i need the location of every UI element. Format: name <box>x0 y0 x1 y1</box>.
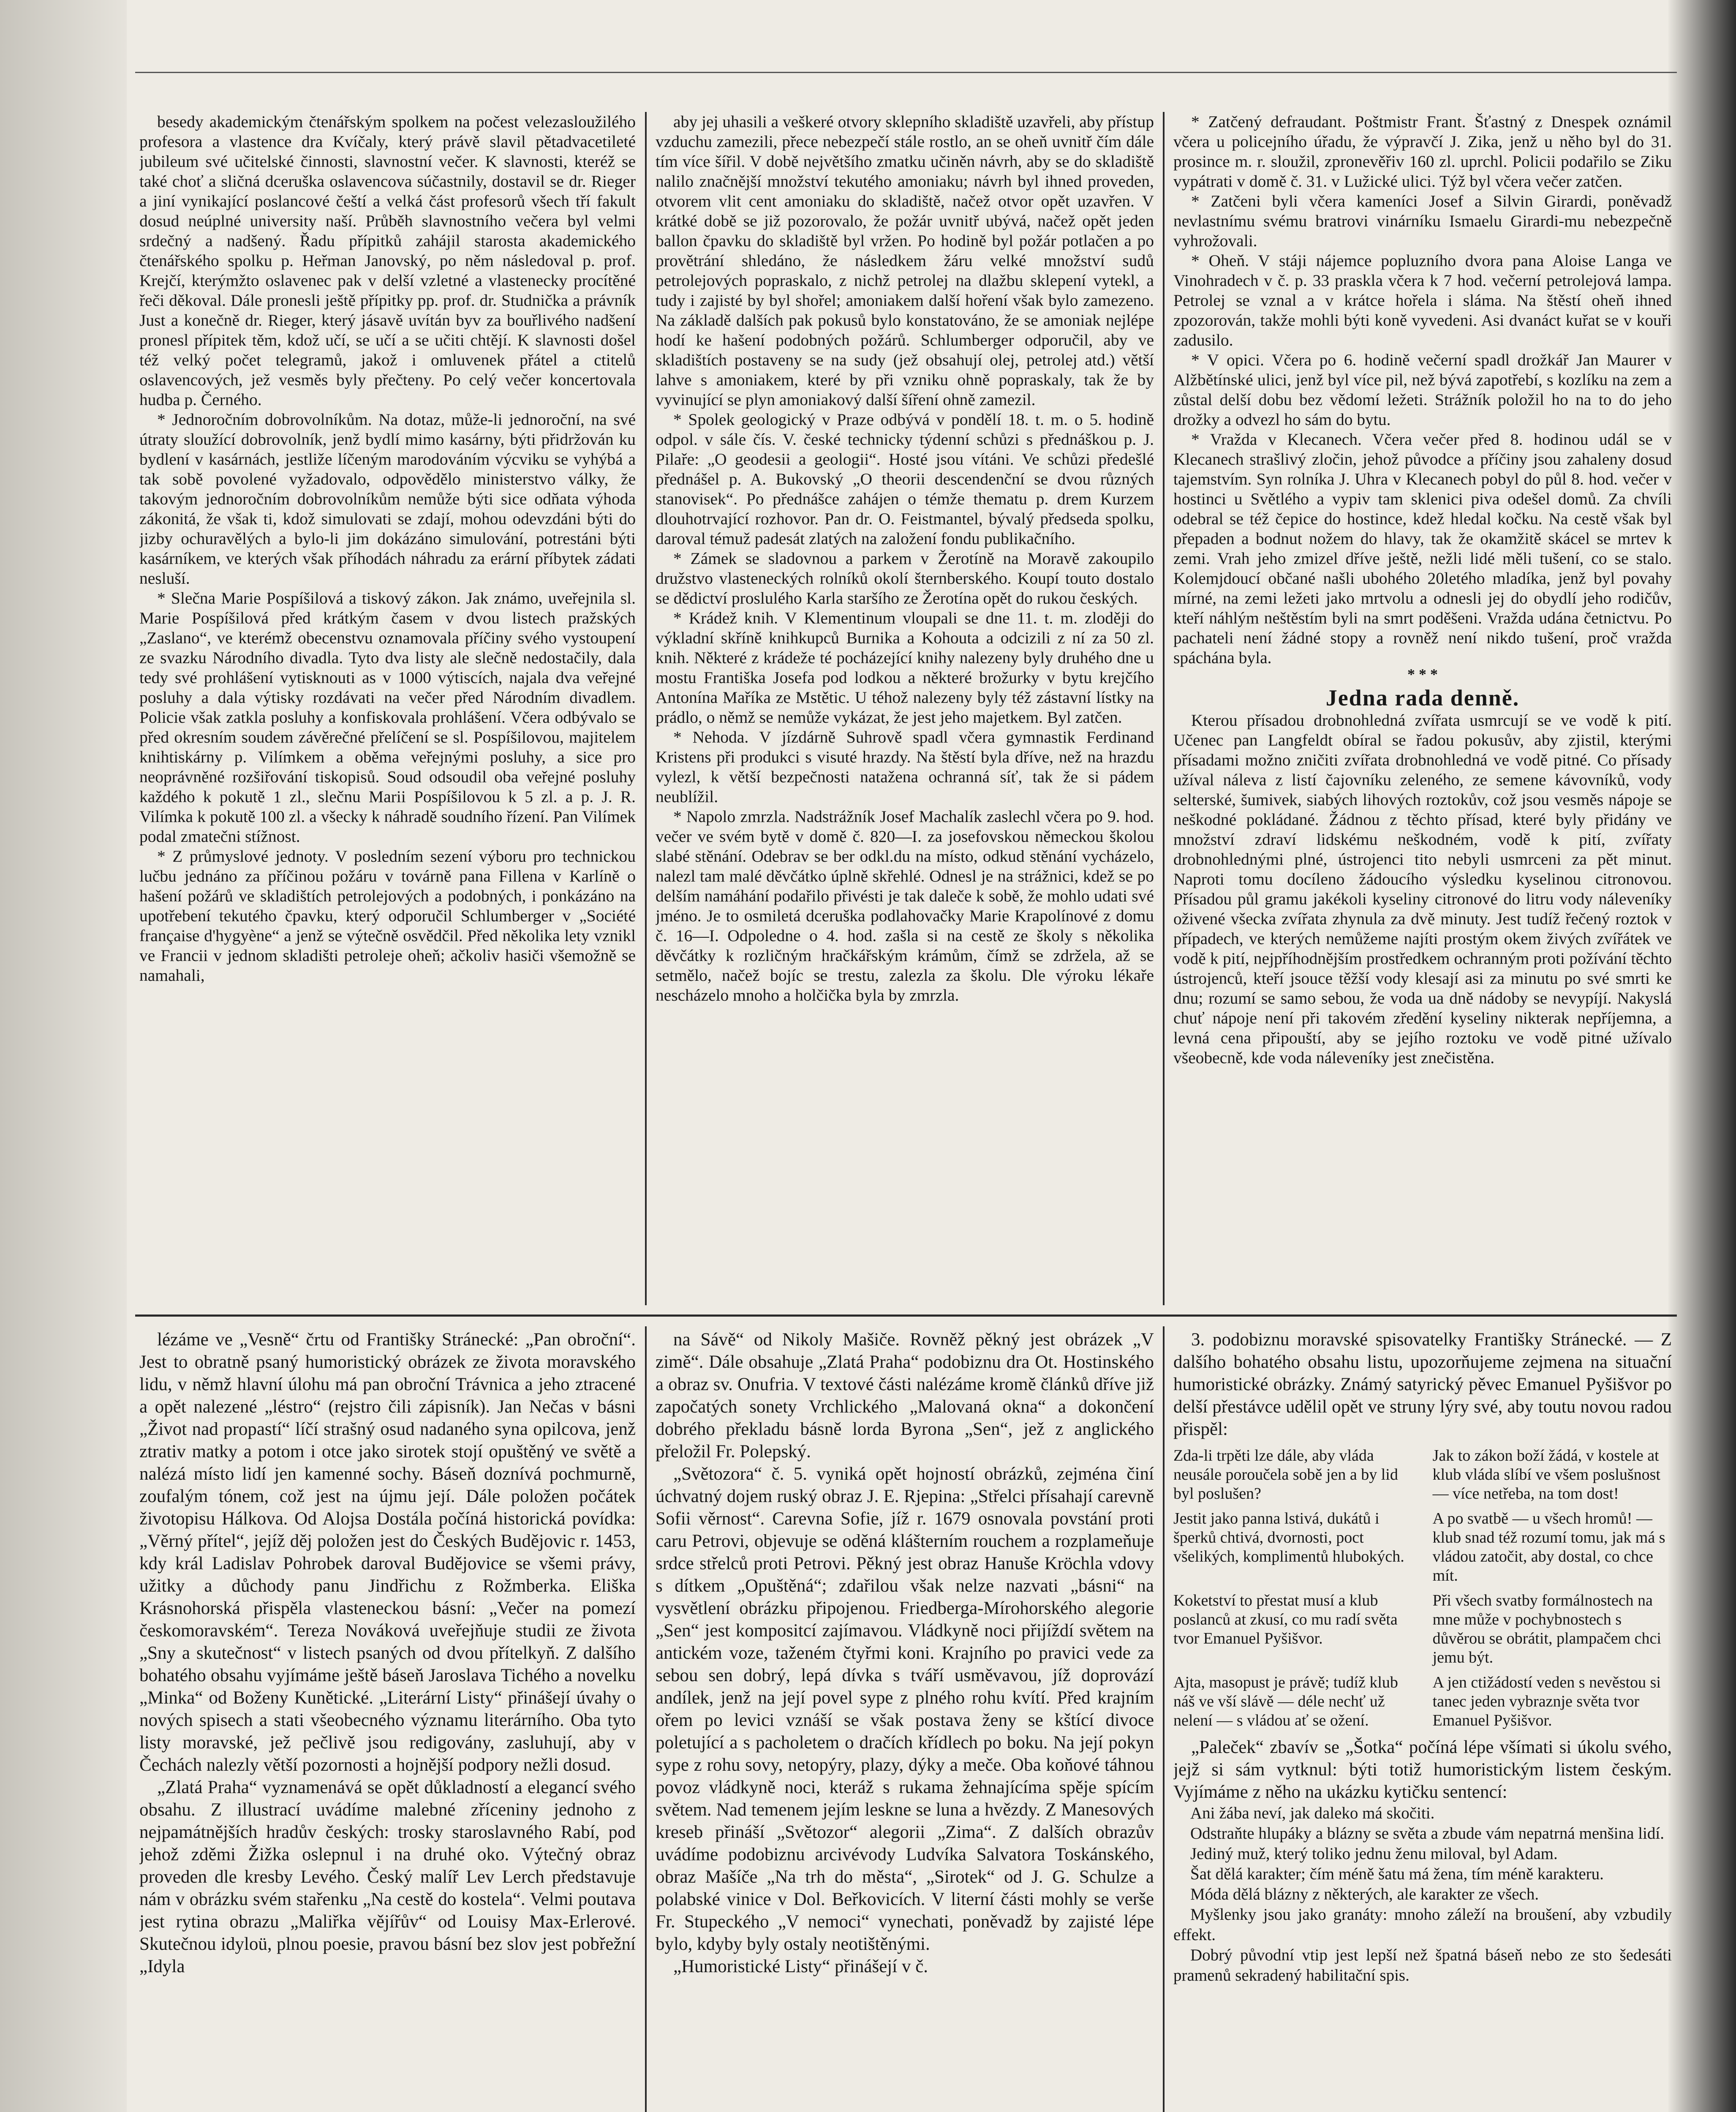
news-paragraph: * Zatčeni byli včera kameníci Josef a Silvin Girardi, poněvadž nevlastnímu svému bratrovi vinárníku Ismaelu Girardi-mu nebezpečně vyhrožovali. <box>1173 192 1672 250</box>
news-paragraph: * Napolo zmrzla. Nadstrážník Josef Machalík zaslechl včera po 9. hod. večer ve svém bytě v domě č. 820—I. za josefovskou německou školou slabé stěnání. Odebrav se ber odkl.du na místo, odkud stěnání vycházelo, nalezl tam malé děvčátko úplně skřehlé. Odnesl je na strážnici, kdež se po delším namáhání podařilo přivésti je tak daleče k sobě, že mohlo udati své jméno. Je to osmiletá dceruška podlahovačky Marie Krapolínové z domu č. 16—I. Odpoledne o 4. hod. zašla si na cestě ze školy s několika děvčátky k rozličným hračkářským krámům, čímž se zdržela, až se setmělo, načež bojíc se trestu, zalezla za školu. Dle výroku lékaře nescházelo mnoho a holčička byla by zmrzla. <box>656 807 1154 1004</box>
poem-stanza: Jak to zákon boží žádá, v kostele at klub vláda slíbí ve všem poslušnost — více netřeba, na tom dost! <box>1432 1447 1660 1502</box>
poem-stanza: Jestit jako panna lstivá, dukátů i šperků chtivá, dvornosti, poct všelikých, komplimentů hlubokých. <box>1173 1510 1404 1565</box>
poem-stanza-row <box>1173 1446 1672 1503</box>
news-paragraph: * Krádež knih. V Klementinum vloupali se dne 11. t. m. zloději do výkladní skříně knihkupců Burnika a Kohouta a odcizili z ní za 50 zl. knih. Některé z krádeže té pocházející knihy nalezeny byly druhého dne u mostu Františka Josefa pod lodkou a některé brožurky v bytu krejčího Antonína Maříka ze Mstětic. U téhož nalezeny byly též zástavní lístky na prádlo, o němž se nemůže vykázat, že jest jeho majetkem. Byl zatčen. <box>656 609 1154 727</box>
column-upper-2 <box>656 112 1154 1305</box>
column-lower-1 <box>139 1328 636 2112</box>
poem-stanza: Ajta, masopust je právě; tudíž klub náš ve vší slávě — déle nechť už nelení — s vládou ať se ožení. <box>1173 1674 1398 1729</box>
top-rule <box>135 72 1677 73</box>
column-upper-1 <box>139 112 636 1305</box>
review-paragraph: lézáme ve „Vesně“ črtu od Františky Stránecké: „Pan obroční“. Jest to obratně psaný humoristický obrázek ze života moravského lidu, v němž hlavní úlohu má pan obroční Trávnica a jeho ztracené a opět nalezené „léstro“ (rejstro čili zápisník). Jan Nečas v básni „Život nad propastí“ líčí strašný osud nadaného syna opilcova, jenž ztrativ matky a potom i otce jako sirotek stojí opuštěný ve světě a nalézá místo lidí jen kamenné sochy. Báseň doznívá pochmurně, zoufalým tónem, což jest na újmu její. Dále položen počátek životopisu Hálkova. Od Alojsa Dostála počíná historická povídka: „Věrný přítel“, jejíž děj položen jest do Českých Budějovic r. 1453, kdy král Ladislav Pohrobek daroval Budějovice se všemi právy, užitky a důchody panu Jindřichu z Rožmberka. Eliška Krásnohorská přispěla vlasteneckou básní: „Večer na pomezí českomoravském“. Tereza Nováková uveřejňuje studii ze života „Sny a skutečnost“ v listech psaných od dvou přítelkyň. Z dalšího bohatého obsahu vyjímáme ještě báseň Jaroslava Tichého a novelku „Minka“ od Boženy Kunětické. „Literární Listy“ přinášejí úvahy o nových spisech a stati všeobecného významu literárního. Oba tyto listy moravské, jež pečlivě jsou redigovány, zasluhují, aby v Čechách nalezly větší pozornosti a hojnější podpory nežli dosud. <box>139 1330 636 1775</box>
review-paragraph: „Světozora“ č. 5. vyniká opět hojností obrázků, zejména činí úchvatný dojem ruský obraz J. E. Rjepina: „Střelci přísahají carevně Sofii věrnost“. Carevna Sofie, jíž r. 1679 osnovala povstání proti caru Petrovi, objevuje se oděná klášterním rouchem a rozplameňuje srdce střelců proti Petrovi. Pěkný jest obraz Hanuše Kröchla vdovy s dítkem „Opuštěná“; zdařilou však nelze nazvati „básni“ na vysvětlení obrázku připojenou. Friedberga-Mírohorského alegorie „Sen“ jest kompositcí zajímavou. Vládkyně noci přijíždí světem na antickém voze, taženém čtyřmi koni. Krajního po pravici vede za sebou sen dobrý, lepá dívka s tváří usměvavou, jíž doprovází andílek, jenž na její povel sype z plného rohu kvítí. Před krajním ořem po levici vznáší se však postava ženy se kštící divoce poletující a s pacholetem o dračích křídlech po boku. Na její pokyn sype z rohu sovy, netopýry, plazy, dýky a meče. Oba koňové táhnou povoz vládkyně noci, kteráž s rukama žehnajícíma spěje spícím světem. Nad temenem jejím leskne se luna a hvězdy. Z Manesových kreseb přináší „Světozor“ alegorii „Zima“. Z dalších obrazův uvádíme podobiznu arcivévody Ludvíka Salvatora Toskánského, obraz Mašíče „Na trh do města“, „Sirotek“ od J. G. Schulze a polabské vinice v Dol. Beřkovicích. V literní části mohly se verše Fr. Stupeckého „V nemoci“ vynechati, poněvadž by zajisté lépe bylo, kdyby byly ostaly neotištěnými. <box>656 1464 1154 1954</box>
sentence-item: Myšlenky jsou jako granáty: mnoho záleží na broušení, aby vzbudily effekt. <box>1173 1905 1672 1944</box>
news-paragraph: aby jej uhasili a veškeré otvory sklepního skladiště uzavřeli, aby přístup vzduchu zamezili, přece nebezpečí stále rostlo, an se oheň uvnitř čím dále tím více šířil. V době největšího zmatku učiněn návrh, aby se do skladiště nalilo značnější množství tekutého amoniaku; návrh byl ihned proveden, otvorem vlit cent amoniaku do skladiště, načež otvor opět uzavřen. V krátké době se již pozorovalo, že požár uvnitř ubývá, načež opět jeden ballon čpavku do skladiště byl vržen. Po hodině byl požár potlačen a po provětrání shledáno, že následkem žáru velké množství sudů petrolejových popraskalo, z nichž petrolej na dlažbu sklepení vytekl, a tudy i zajisté by byl shořel; amoniakem další hoření však bylo zamezeno. Na základě dalších pak pokusů bylo konstatováno, že se amoniak nejlépe hodí ke hašení podobných požárů. Schlumberger odporučil, aby ve skladištích postaveny se na sudy (jež obsahují olej, petrolej atd.) větší lahve s amoniakem, které by při vzniku ohně popraskaly, tak že by vyvinující se plyn amoniakový další šíření ohně zamezil. <box>656 112 1154 409</box>
review-paragraph: „Humoristické Listy“ přinášejí v č. <box>673 1957 928 1976</box>
poem-stanza: Koketství to přestat musí a klub poslanců at zkusí, co mu radí světa tvor Emanuel Pyšišvor. <box>1173 1592 1398 1647</box>
poem-stanza-row <box>1173 1509 1672 1585</box>
column-upper-3 <box>1173 112 1672 1305</box>
news-paragraph: * Spolek geologický v Praze odbývá v pondělí 18. t. m. o 5. hodině odpol. v sále čís. V. české technicky týdenní schůzi s přednáškou p. J. Pilaře: „O geodesii a geologii“. Hosté jsou vítáni. Ve schůzi předešlé přednášel p. A. Bukovský „O theorii descendenční se dvou různých stanovisek“. Po přednášce zahájen o témže thematu p. drem Kurzem dlouhotrvající rozhovor. Pan dr. O. Feistmantel, bývalý předseda spolku, daroval témuž padesát zlatých na založení fondu publikačního. <box>656 410 1154 548</box>
poem-stanza: Při všech svatby formálnostech na mne může v pochybnostech s důvěrou se obrátit, plampačem chci jemu být. <box>1432 1592 1661 1666</box>
scan-margin-left <box>0 0 127 2112</box>
poem-stanza: A jen ctižádostí veden s nevěstou si tanec jeden vybraznje světa tvor Emanuel Pyšišvor. <box>1432 1674 1661 1729</box>
news-paragraph: * Slečna Marie Pospíšilová a tiskový zákon. Jak známo, uveřejnila sl. Marie Pospíšilová před krátkým časem v dvou listech pražských „Zaslano“, ve kterémž obecenstvu oznamovala příčiny svého vystoupení ze svazku Národního divadla. Tyto dva listy ale slečně nedostačily, dala tedy své prohlášení vytisknouti as v 1000 výtiscích, najala dva veřejné posluhy a dala výtisky rozdávati na večer před Národním divadlem. Policie však zatkla posluhy a konfiskovala prohlášení. Včera odbývalo se před okresním soudem závěrečné přelíčení se sl. Pospíšilovou, majitelem knihtiskárny p. Vilímkem a oběma veřejnými posluhy, a sice pro neoprávněné rozšiřování tiskopisů. Soud odsoudil oba veřejné posluhy každého k pokutě 1 zl., slečnu Marii Pospíšilovou k 5 zl. a p. J. R. Vilímka k pokutě 100 zl. a všecky k náhradě soudního řízení. Pan Vilímek podal zmatečni stížnost. <box>139 589 636 846</box>
review-paragraph: „Zlatá Praha“ vyznamenává se opět důkladností a elegancí svého obsahu. Z illustrací uvádíme malebné zříceniny jednoho z nejpamátnějších hradův českých: trosky staroslavného Rabí, pod jehož zděmi Žižka oslepnul i na druhé oko. Výtečný obraz proveden dle kresby Levého. Český malíř Lev Lerch představuje nám v obrázku svém stařenku „Na cestě do kostela“. Velmi poutava jest rytina obrazu „Maliřka vějířův“ od Louisy Max-Erlerové. Skutečnou idyloü, plnou poesie, pravou básní bez slov jest pobřežní „Idyla <box>139 1777 636 1976</box>
section-stars: * * * <box>1407 666 1438 683</box>
column-divider <box>1163 1326 1165 2112</box>
sentence-item: Ani žába neví, jak daleko má skočiti. <box>1190 1804 1435 1822</box>
column-lower-3 <box>1173 1328 1672 2112</box>
news-paragraph: * V opici. Včera po 6. hodině večerní spadl drožkář Jan Maurer v Alžbětínské ulici, jenž byl více pil, než bývá zapotřebí, s kozlíku na zem a zůstal delší dobu bez vědomí ležeti. Strážník položil ho na to do jeho drožky a odvezl ho sám do bytu. <box>1173 351 1672 429</box>
poem-stanza-row <box>1173 1673 1672 1730</box>
column-lower-2 <box>656 1328 1154 2112</box>
section-divider <box>135 1315 1677 1317</box>
review-paragraph: na Sávě“ od Nikoly Mašiče. Rovněž pěkný jest obrázek „V zimě“. Dále obsahuje „Zlatá Praha“ podobiznu dra Ot. Hostinského a obraz sv. Onufria. V textové části nalézáme kromě článků dříve již započatých sonety Vrchlického „Malovaná okna“ a dokončení dobrého překladu básně lorda Byrona „Sen“, jež z anglického přeložil Fr. Polepský. <box>656 1330 1154 1462</box>
section-heading: Jedna rada denně. <box>1325 685 1520 710</box>
column-divider <box>645 1326 647 2112</box>
news-paragraph: * Zámek se sladovnou a parkem v Žerotíně na Moravě zakoupilo družstvo vlasteneckých rolníků okolí šternberského. Koupí touto dostalo se dědictví proslulého Karla staršího ze Žerotína opět do rukou českých. <box>656 549 1154 607</box>
review-paragraph: „Paleček“ zbavív se „Šotka“ počíná lépe všímati si úkolu svého, jejž si sám vytknul: býti totiž humoristickým listem českým. Vyjímáme z něho na ukázku kytičku sentencí: <box>1173 1737 1672 1802</box>
scan-margin-right <box>1668 0 1736 2112</box>
column-divider <box>645 112 647 1305</box>
sentence-item: Šat dělá karakter; čím méně šatu má žena, tím méně karakteru. <box>1190 1865 1604 1883</box>
review-paragraph: 3. podobiznu moravské spisovatelky Františky Stránecké. — Z dalšího bohatého obsahu listu, upozorňujeme zejmena na situační humoristické obrázky. Známý satyrický pěvec Emanuel Pyšišvor po delší přestávce udělil opět ve struny lýry své, aby toutu novou radou přispěl: <box>1173 1330 1672 1439</box>
news-paragraph: * Oheň. V stáji nájemce popluzního dvora pana Aloise Langa ve Vinohradech v č. p. 33 praskla včera k 7 hod. večerní petrolejová lampa. Petrolej se vznal a v krátce hořela i sláma. Na štěstí oheň ihned zpozorován, takže mohli býti koně vyvedeni. Asi dvanáct kuřat se v kouři zadusilo. <box>1173 251 1672 349</box>
news-paragraph: Kterou přísadou drobnohledná zvířata usmrcují se ve vodě k pití. Učenec pan Langfeldt obíral se řadou pokusův, aby zjistil, kterými přísadami možno zničiti zvířata drobnohledná ve vodě pitné. Co přísady užíval náleva z listí čajovníku zeleného, ze semene kávovníků, vody selterské, šumivek, siabých lihových roztokův, což jsou vesměs nápoje se neškodné pokládané. Žádnou z těchto přísad, které byly přidány ve množství zdraví lidskému neškodném, vodě k pití, zvířaty drobnohlednými plné, ústrojenci tito nebyli usmrceni za pět minut. Naproti tomu docíleno žádoucího výsledku kyselinou citronovou. Přísadou půl gramu jakékoli kyseliny citronové do litru vody náleveníky oživené všecka zvířata zhynula za dvě minuty. Jest tudíž řečený roztok v případech, ve kterých nemůžeme najíti prostým okem živých zvířátek ve vodě k pití, nejpříhodnějším prostředkem ochranným proti požívání těchto ústrojenců, kteří jsouce těžší vody klesají asi za minutu po své smrti ke dnu; rozumí se samo sebou, že voda ua dně nádoby se nevypíjí. Nakyslá chuť nápoje není při takovém zředění kyseliny nikterak nepříjemna, a levná cena připouští, aby se jejího roztoku ve vodě pitné užívalo všeobecně, kde voda náleveníky jest znečistěna. <box>1173 711 1672 1067</box>
sentence-item: Móda dělá blázny z některých, ale karakter ze všech. <box>1190 1885 1539 1903</box>
sentence-item: Dobrý původní vtip jest lepší než špatná báseň nebo ze sto šedesáti pramenů sekradený habilitační spis. <box>1173 1946 1672 1984</box>
poem-stanza-row <box>1173 1591 1672 1667</box>
news-paragraph: * Nehoda. V jízdárně Suhrově spadl včera gymnastik Ferdinand Kristens při produkci s visuté hrazdy. Na štěstí byla dříve, než na hrazdu vylezl, k větší bezpečnosti natažena ochranná síť, tak že si pádem neublížil. <box>656 728 1154 806</box>
column-divider <box>1163 112 1165 1305</box>
news-paragraph: * Jednoročním dobrovolníkům. Na dotaz, může-li jednoroční, na své útraty sloužící dobrovolník, jenž bydlí mimo kasárny, býti přidržován ku bydlení v kasárnách, jestliže líčeným marodováním výcviku se vyhýbá a tak sobě povolené vyžadovalo, odpovědělo ministerstvo války, že takovým jednoročním dobrovolníkům nemůže býti sice odňata výhoda zákonitá, že však ti, kdož simulovati se zdají, mohou odevzdáni býti do jizby ochuravělých a bylo-li jim dokázáno simulování, potrestáni býti kasárníkem, ve kterých však příhodách náhradu za erární příbytek zádati nesluší. <box>139 410 636 588</box>
poem-stanza: A po svatbě — u všech hromů! — klub snad též rozumí tomu, jak má s vládou zatočit, aby dostal, co chce mít. <box>1432 1510 1665 1584</box>
news-paragraph: * Z průmyslové jednoty. V posledním sezení výboru pro technickou lučbu jednáno za příčinou požáru v továrně pana Fillena v Karlíně o hašení požárů ve skladištích petrolejových a podobných, i ponkázáno na upotřebení tekutého čpavku, který odporučil Schlumberger v „Société française d'hygyène“ a jenž se výtečně osvědčil. Před několika lety vznikl ve Francii v jednom skladišti petroleje oheň; ačkoliv hasiči všemožně se namahali, <box>139 847 636 985</box>
sentence-item: Odstraňte hlupáky a blázny se světa a zbude vám nepatrná menšina lidí. <box>1190 1824 1664 1843</box>
sentence-item: Jediný muž, který toliko jednu ženu miloval, byl Adam. <box>1190 1845 1558 1863</box>
news-paragraph: besedy akademickým čtenářským spolkem na počest velezasloužilého profesora a vlastence dra Kvíčaly, který právě slavil pětadvacetileté jubileum své učitelské činnosti, slavnostní večer. K slavnosti, kteréž se také choť a sličná dceruška oslavencova súčastnily, dostavil se dr. Rieger a jiní vynikající poslancové čeští a velká část profesorů všech tří fakult dosud neúplné university naší. Průběh slavnostního večera byl velmi srdečný a nadšený. Řadu přípitků zahájil starosta akademického čtenářského spolku p. Heřman Janovský, po něm následoval p. prof. Krejčí, kterýmžto oslavenec pak v delší vzletné a vlastenecky procítěné řeči děkoval. Dále pronesli ještě přípitky pp. prof. dr. Studnička a právník Just a konečně dr. Rieger, který jásavě uvítán byv za bouřlivého nadšení pronesl přípitek těm, kdož učí, se učí a se učiti chtějí. K slavnosti došel též velký počet telegramů, jakož i omluvenek přátel a ctitelů oslavencových, jež vesměs byly přečteny. Po celý večer koncertovala hudba p. Černého. <box>139 112 636 409</box>
poem-stanza: Zda-li trpěti lze dále, aby vláda neusále poroučela sobě jen a by lid byl poslušen? <box>1173 1447 1398 1502</box>
news-paragraph: * Vražda v Klecanech. Včera večer před 8. hodinou udál se v Klecanech strašlivý zločin, jehož původce a příčiny jsou zahaleny dosud tajemstvím. Syn rolníka J. Uhra v Klecanech pobyl do půl 8. hod. večer v hostinci u Světlého a vypiv tam sklenici piva odešel domů. Za chvíli odebral se též čepice do hostince, kdež hledal kočku. Na cestě však byl přepaden a bodnut nožem do hlavy, tak že okamžitě skácel se mrtev k zemi. Vrah jeho zmizel dříve ještě, nežli lidé měli tušení, co se stalo. Kolemjdoucí občané našli ubohého 20letého mladíka, jenž byl povahy mírné, na zemi ležeti jako mrtvolu a odnesli jej do obydlí jeho rodičův, kteří náhlým neštěstím byli na smrt poděšeni. Vražda udána četnictvu. Po pachateli není žádné stopy a rovněž není nikdo tušení, proč vražda spáchána byla. <box>1173 430 1672 667</box>
news-paragraph: * Zatčený defraudant. Poštmistr Frant. Šťastný z Dnespek oznámil včera u policejního úřadu, že výpravčí J. Zika, jenž u něho byl do 31. prosince m. r. sloužil, zpronevěřiv 160 zl. uprchl. Policii podařilo se Ziku vypátrati v domě č. 31. v Lužické ulici. Týž byl včera večer zatčen. <box>1173 112 1672 191</box>
